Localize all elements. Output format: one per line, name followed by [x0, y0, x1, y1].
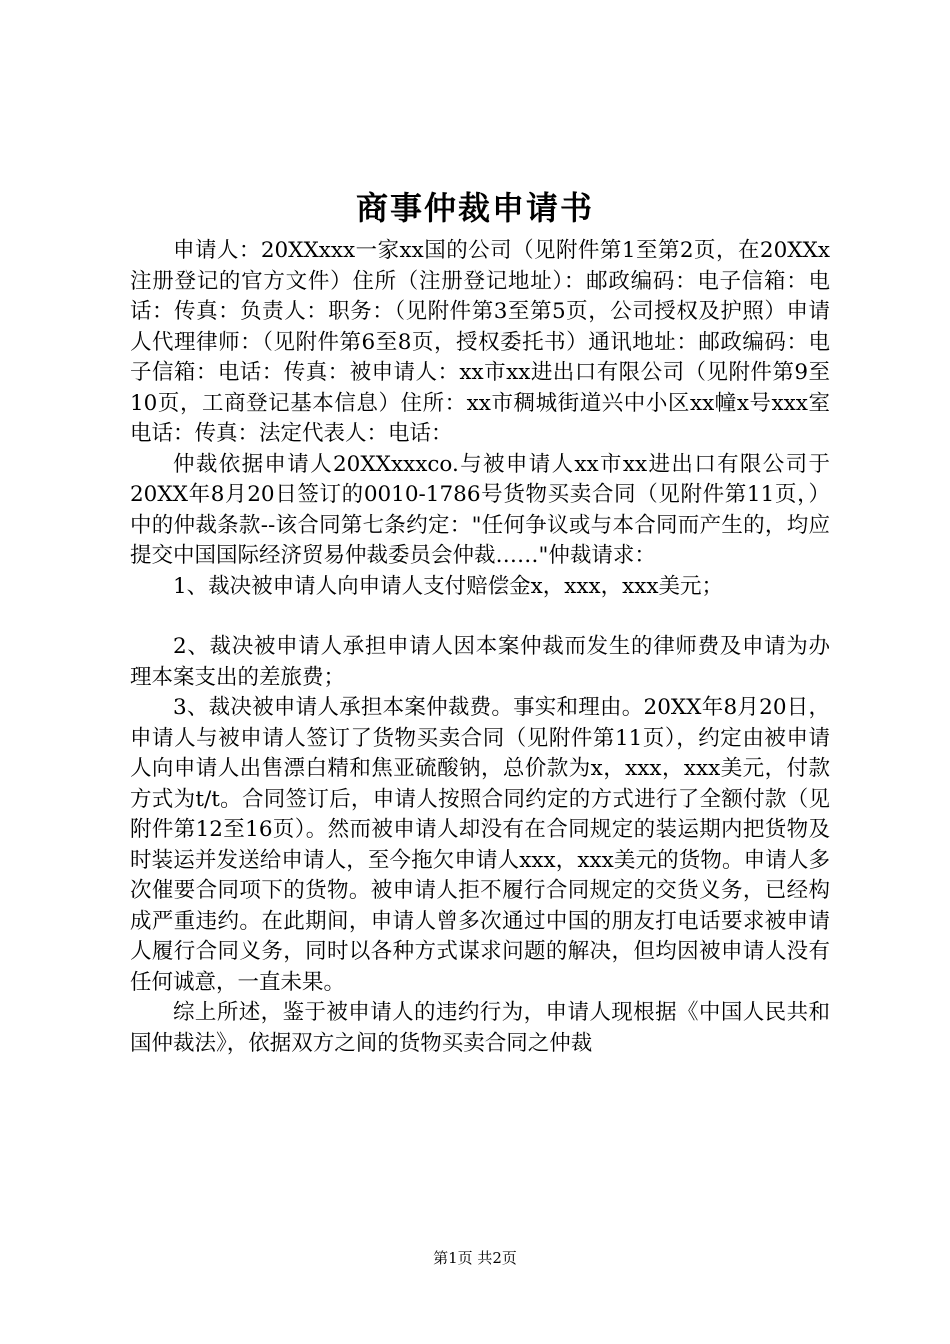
paragraph-arbitration-basis: 仲裁依据申请人20XXxxxco.与被申请人xx市xx进出口有限公司于20XX年8月20日签订的0010-1786号货物买卖合同（见附件第11页，）中的仲裁条款--该合同第七条约定："任何争议或与本合同而产生的，均应提交中国国际经济贸易仲裁委员会仲裁……"仲裁请求： — [130, 451, 830, 568]
document-title: 商事仲裁申请书 — [355, 189, 594, 227]
document-body — [130, 236, 830, 1059]
paragraph-claim-2: 2、裁决被申请人承担申请人因本案仲裁而发生的律师费及申请为办理本案支出的差旅费； — [130, 634, 830, 690]
paragraph-applicant-info: 申请人：20XXxxx一家xx国的公司（见附件第1至第2页，在20XXx注册登记的官方文件）住所（注册登记地址）：邮政编码：电子信箱：电话：传真：负责人：职务：（见附件第3至第5页，公司授权及护照）申请人代理律师：（见附件第6至8页，授权委托书）通讯地址：邮政编码：电子信箱：电话：传真：被申请人：xx市xx进出口有限公司（见附件第9至10页，工商登记基本信息）住所：xx市稠城街道兴中小区xx幢x号xxx室电话：传真：法定代表人：电话： — [130, 238, 830, 446]
page-footer: 第1页 共2页 — [433, 1249, 517, 1267]
paragraph-conclusion: 综上所述，鉴于被申请人的违约行为，申请人现根据《中国人民共和国仲裁法》，依据双方之间的货物买卖合同之仲裁 — [130, 1000, 830, 1056]
paragraph-claim-3-facts: 3、裁决被申请人承担本案仲裁费。事实和理由。20XX年8月20日，申请人与被申请人签订了货物买卖合同（见附件第11页），约定由被申请人向申请人出售漂白精和焦亚硫酸钠，总价款为x，xxx，xxx美元，付款方式为t/t。合同签订后，申请人按照合同约定的方式进行了全额付款（见附件第12至16页）。然而被申请人却没有在合同规定的装运期内把货物及时装运并发送给申请人，至今拖欠申请人xxx，xxx美元的货物。申请人多次催要合同项下的货物。被申请人拒不履行合同规定的交货义务，已经构成严重违约。在此期间，申请人曾多次通过中国的朋友打电话要求被申请人履行合同义务，同时以各种方式谋求问题的解决，但均因被申请人没有任何诚意，一直未果。 — [130, 695, 830, 995]
paragraph-claim-1: 1、裁决被申请人向申请人支付赔偿金x，xxx，xxx美元； — [173, 573, 724, 599]
